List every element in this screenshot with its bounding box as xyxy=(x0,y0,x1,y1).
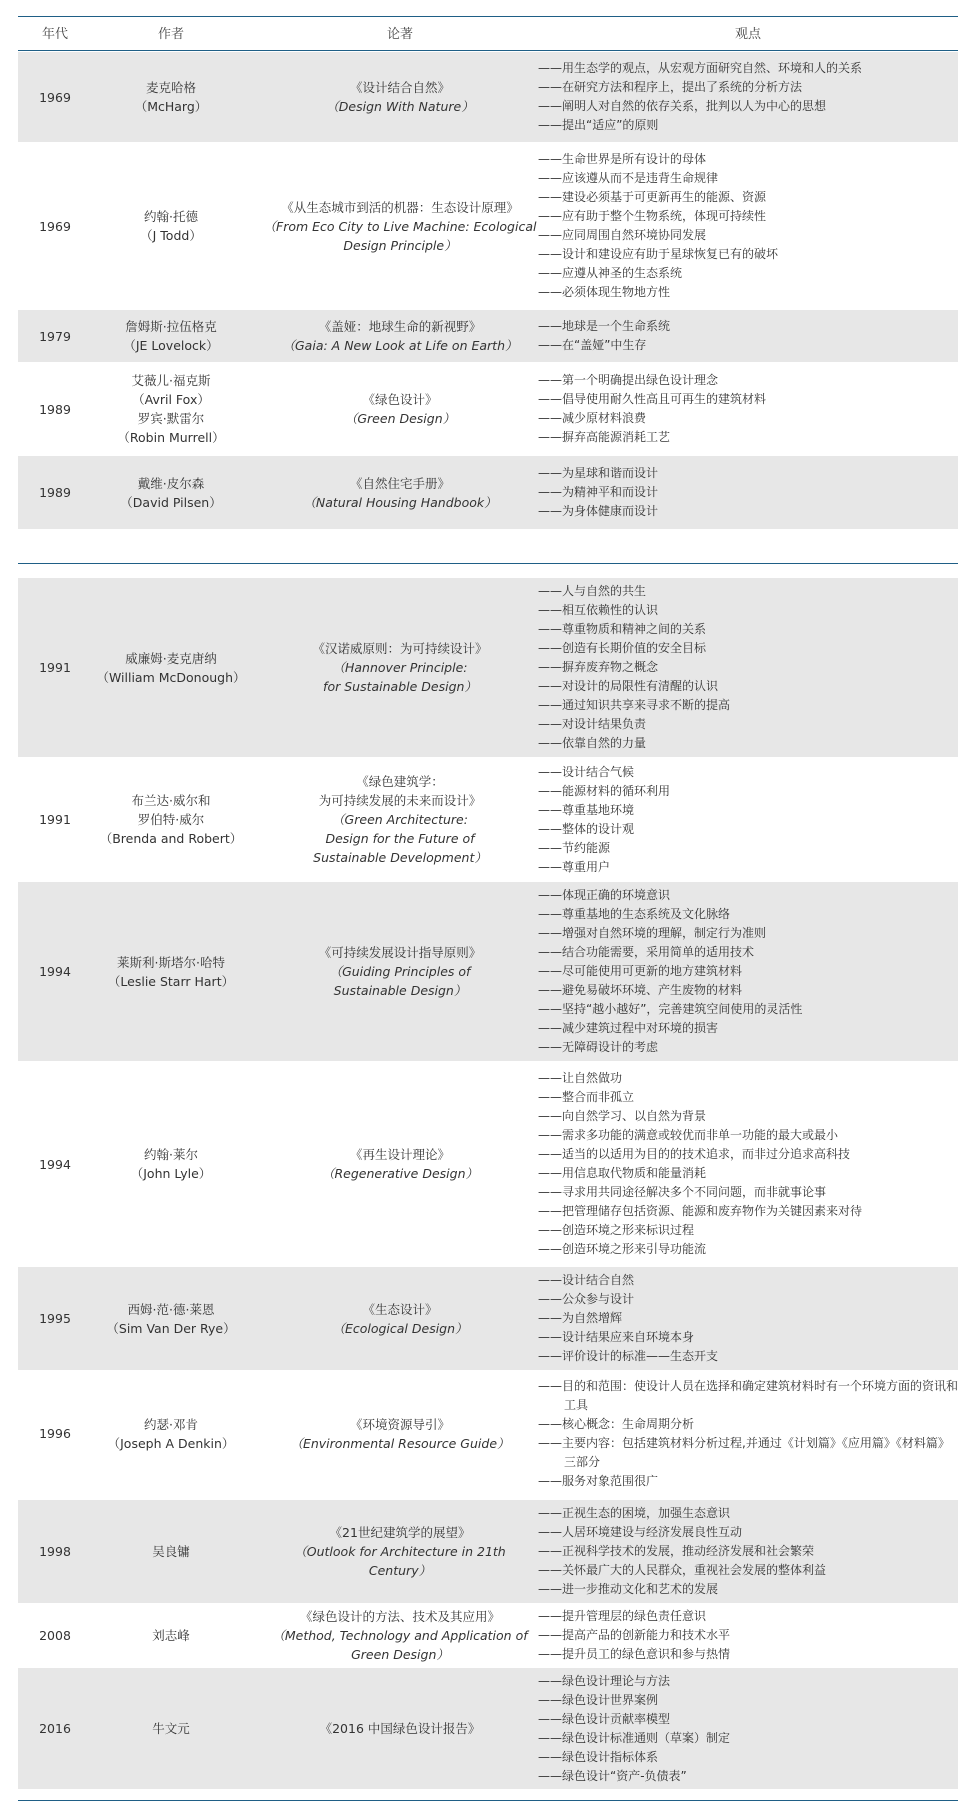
year-cell xyxy=(18,143,92,309)
view-item: ——主要内容：包括建筑材料分析过程,并通过《计划篇》《应用篇》《材料篇》三部分 xyxy=(538,1435,950,1469)
work-title-en: Sustainable Design） xyxy=(333,983,467,998)
view-item: ——设计结果应来自环境本身 xyxy=(538,1330,695,1344)
view-item: ——地球是一个生命系统 xyxy=(538,319,671,333)
author-cell xyxy=(92,1062,250,1266)
year-cell xyxy=(18,1062,92,1266)
view-cell xyxy=(538,456,958,529)
year-text: 1969 xyxy=(39,89,71,105)
work-cell xyxy=(250,310,550,362)
view-item: ——正视生态的困境，加强生态意识 xyxy=(538,1506,731,1520)
view-item: ——增强对自然环境的理解，制定行为准则 xyxy=(538,926,767,940)
view-item: ——应同周围自然环境协同发展 xyxy=(538,228,707,242)
work-title-cn: 《绿色设计的方法、技术及其应用》 xyxy=(299,1609,500,1624)
view-item: ——创造环境之形来标识过程 xyxy=(538,1223,695,1237)
view-item: ——绿色设计理论与方法 xyxy=(538,1673,671,1688)
year-text: 2016 xyxy=(39,1721,71,1736)
year-cell xyxy=(18,1668,92,1789)
year-cell xyxy=(18,310,92,362)
view-item: ——摒弃高能源消耗工艺 xyxy=(538,430,671,444)
year-text: 1989 xyxy=(39,401,71,417)
table-section-2 xyxy=(18,578,958,1497)
view-item: ——对设计结果负责 xyxy=(538,717,647,731)
work-title-en: （Regenerative Design） xyxy=(321,1166,478,1181)
view-cell xyxy=(538,1500,958,1603)
year-cell xyxy=(18,52,92,142)
view-item: ——人与自然的共生 xyxy=(538,584,647,598)
author-cell xyxy=(92,1500,250,1603)
work-title-en: （Gaia: A New Look at Life on Earth） xyxy=(282,338,518,353)
author-line: 罗伯特·威尔 xyxy=(137,812,205,827)
work-cell xyxy=(250,578,550,757)
view-item: ——建设必须基于可更新再生的能源、资源 xyxy=(538,190,767,204)
table-row xyxy=(18,1267,958,1371)
view-item: ——结合功能需要，采用简单的适用技术 xyxy=(538,945,755,959)
work-title-en: （Ecological Design） xyxy=(332,1320,468,1336)
author-line: 莱斯利·斯塔尔·哈特 xyxy=(117,954,225,970)
author-line: （McHarg） xyxy=(134,99,208,114)
author-cell xyxy=(92,363,250,455)
view-item: ——无障碍设计的考虑 xyxy=(538,1040,659,1054)
work-title-cn: 《汉诺威原则：为可持续设计》 xyxy=(312,641,488,656)
author-line: 罗宾·默雷尔 xyxy=(137,411,205,426)
view-item: ——在研究方法和程序上，提出了系统的分析方法 xyxy=(538,80,803,94)
work-cell xyxy=(250,1267,550,1370)
view-item: ——把管理储存包括资源、能源和废弃物作为关键因素来对待 xyxy=(538,1204,863,1218)
table-row xyxy=(18,1604,958,1668)
view-item: ——服务对象范围很广 xyxy=(538,1473,659,1488)
view-item: ——阐明人对自然的依存关系，批判以人为中心的思想 xyxy=(538,99,827,113)
view-item: ——关怀最广大的人民群众，重视社会发展的整体利益 xyxy=(538,1563,827,1577)
view-item: ——评价设计的标准——生态开支 xyxy=(538,1349,719,1363)
work-title-en: （Hannover Principle: xyxy=(332,660,468,675)
author-line: 麦克哈格 xyxy=(145,80,196,95)
table-row xyxy=(18,1668,958,1790)
year-text: 1994 xyxy=(39,1156,71,1172)
work-title-cn: 《盖娅：地球生命的新视野》 xyxy=(318,319,482,334)
view-item: ——第一个明确提出绿色设计理念 xyxy=(538,373,719,387)
view-item: ——为自然增辉 xyxy=(538,1311,623,1325)
author-line: 吴良镛 xyxy=(152,1544,190,1559)
year-cell xyxy=(18,1267,92,1370)
view-item: ——相互依赖性的认识 xyxy=(538,603,659,617)
view-item: ——核心概念：生命周期分析 xyxy=(538,1416,695,1431)
year-text: 1989 xyxy=(39,485,71,500)
year-cell xyxy=(18,1371,92,1496)
work-title-en: Green Design） xyxy=(351,1647,449,1662)
work-title-en: （Method, Technology and Application of xyxy=(272,1628,528,1643)
work-title-cn: 《2016 中国绿色设计报告》 xyxy=(319,1721,481,1736)
view-item: ——整合而非孤立 xyxy=(538,1090,635,1104)
author-cell xyxy=(92,758,250,881)
author-cell xyxy=(92,882,250,1061)
view-cell xyxy=(538,363,958,455)
table-row xyxy=(18,882,958,1062)
view-item: ——绿色设计贡献率模型 xyxy=(538,1711,671,1726)
work-title-cn: 《绿色建筑学： xyxy=(356,774,444,789)
author-line: 约翰·托德 xyxy=(144,209,198,224)
table-header xyxy=(18,20,958,50)
view-item: ——创造有长期价值的安全目标 xyxy=(538,641,707,655)
author-line: （Avril Fox） xyxy=(132,392,210,407)
author-line: 刘志峰 xyxy=(152,1628,190,1643)
work-cell xyxy=(250,52,550,142)
year-text: 1994 xyxy=(39,964,71,979)
year-text: 1996 xyxy=(39,1426,71,1441)
work-title-en: （Green Architecture: xyxy=(332,812,468,827)
view-item: ——尊重基地环境 xyxy=(538,802,635,817)
author-line: （David Pilsen） xyxy=(120,494,222,510)
author-cell xyxy=(92,1604,250,1667)
work-cell xyxy=(250,1371,550,1496)
view-item: ——减少建筑过程中对环境的损害 xyxy=(538,1021,719,1035)
author-line: （J Todd） xyxy=(140,228,202,243)
view-item: ——在“盖娅”中生存 xyxy=(538,338,647,352)
view-item: ——目的和范围：使设计人员在选择和确定建筑材料时有一个环境方面的资讯和工具 xyxy=(538,1378,959,1412)
header-view: 观点 xyxy=(734,27,761,42)
view-item: ——尊重用户 xyxy=(538,859,611,874)
work-cell xyxy=(250,882,550,1061)
work-title-cn: 《环境资源导引》 xyxy=(349,1416,450,1432)
author-cell xyxy=(92,143,250,309)
view-cell xyxy=(538,1267,958,1370)
work-title-cn: 《设计结合自然》 xyxy=(349,80,450,95)
view-item: ——绿色设计指标体系 xyxy=(538,1749,659,1764)
view-item: ——寻求用共同途径解决多个不同问题，而非就事论事 xyxy=(538,1185,827,1199)
table-row xyxy=(18,310,958,363)
view-item: ——依靠自然的力量 xyxy=(538,736,647,750)
view-item: ——为精神平和而设计 xyxy=(538,485,659,499)
work-title-en: （Natural Housing Handbook） xyxy=(303,494,497,510)
year-text: 1991 xyxy=(39,660,71,675)
author-cell xyxy=(92,1371,250,1496)
view-item: ——能源材料的循环利用 xyxy=(538,783,671,798)
work-title-en: Sustainable Development） xyxy=(313,850,487,865)
author-line: （William McDonough） xyxy=(96,669,246,685)
year-text: 1969 xyxy=(39,218,71,234)
work-title-cn: 《绿色设计》 xyxy=(362,392,438,407)
view-item: ——避免易破坏环境、产生废物的材料 xyxy=(538,983,743,997)
table-row xyxy=(18,363,958,456)
year-text: 2008 xyxy=(39,1628,71,1643)
view-item: ——必须体现生物地方性 xyxy=(538,285,671,299)
table-row xyxy=(18,52,958,143)
header-author: 作者 xyxy=(157,27,184,42)
view-item: ——提出“适应”的原则 xyxy=(538,118,659,132)
work-title-cn: 《生态设计》 xyxy=(362,1301,438,1317)
view-item: ——应有助于整个生物系统，体现可持续性 xyxy=(538,209,767,223)
table-row xyxy=(18,1371,958,1497)
view-item: ——公众参与设计 xyxy=(538,1292,635,1306)
header-rule xyxy=(18,50,958,51)
work-cell xyxy=(250,1604,550,1667)
work-title-cn: 为可持续发展的未来而设计》 xyxy=(318,793,482,808)
view-item: ——向自然学习、以自然为背景 xyxy=(538,1109,707,1123)
year-cell xyxy=(18,578,92,757)
year-cell xyxy=(18,1604,92,1667)
view-item: ——为身体健康而设计 xyxy=(538,504,659,518)
table-row xyxy=(18,1062,958,1267)
work-title-en: （Outlook for Architecture in 21th xyxy=(294,1544,506,1559)
author-line: 詹姆斯·拉伍格克 xyxy=(125,319,217,334)
author-line: （Joseph A Denkin） xyxy=(107,1435,235,1451)
author-line: 约瑟·邓肯 xyxy=(144,1416,198,1432)
view-item: ——对设计的局限性有清醒的认识 xyxy=(538,679,719,693)
view-cell xyxy=(538,143,958,309)
view-cell xyxy=(538,310,958,362)
author-cell xyxy=(92,52,250,142)
view-item: ——尊重基地的生态系统及文化脉络 xyxy=(538,907,731,921)
year-cell xyxy=(18,456,92,529)
author-cell xyxy=(92,1267,250,1370)
view-item: ——通过知识共享来寻求不断的提高 xyxy=(538,698,731,712)
view-item: ——应该遵从而不是违背生命规律 xyxy=(538,171,719,185)
author-line: （Leslie Starr Hart） xyxy=(107,973,235,989)
work-title-en: Design Principle） xyxy=(343,237,457,253)
view-cell xyxy=(538,758,958,881)
work-title-en: Design for the Future of xyxy=(325,831,475,846)
year-text: 1995 xyxy=(39,1311,71,1326)
author-line: 艾薇儿·福克斯 xyxy=(131,373,211,388)
top-rule xyxy=(18,16,958,17)
view-item: ——生命世界是所有设计的母体 xyxy=(538,152,707,166)
table-section-3 xyxy=(18,1500,958,1790)
year-text: 1998 xyxy=(39,1544,71,1559)
view-item: ——节约能源 xyxy=(538,840,611,855)
work-cell xyxy=(250,758,550,881)
header-work: 论著 xyxy=(386,27,413,42)
view-item: ——设计结合自然 xyxy=(538,1273,635,1287)
year-cell xyxy=(18,758,92,881)
author-line: 布兰达·威尔和 xyxy=(131,793,211,808)
work-title-en: for Sustainable Design） xyxy=(323,679,477,694)
author-line: （John Lyle） xyxy=(130,1166,212,1181)
view-item: ——坚持“越小越好”，完善建筑空间使用的灵活性 xyxy=(538,1002,803,1016)
view-item: ——绿色设计世界案例 xyxy=(538,1692,659,1707)
work-title-cn: 《可持续发展设计指导原则》 xyxy=(318,945,482,960)
author-cell xyxy=(92,310,250,362)
work-cell xyxy=(250,1062,550,1266)
year-text: 1991 xyxy=(39,812,71,827)
view-item: ——摒弃废弃物之概念 xyxy=(538,660,659,674)
work-cell xyxy=(250,456,550,529)
view-item: ——进一步推动文化和艺术的发展 xyxy=(538,1582,719,1596)
section-rule-1 xyxy=(18,563,958,564)
view-item: ——用生态学的观点，从宏观方面研究自然、环境和人的关系 xyxy=(538,61,863,75)
view-cell xyxy=(538,52,958,142)
view-cell xyxy=(538,1062,958,1266)
work-title-en: （Environmental Resource Guide） xyxy=(290,1435,510,1451)
year-cell xyxy=(18,882,92,1061)
table-row xyxy=(18,758,958,882)
view-item: ——适当的以适用为目的的技术追求，而非过分追求高科技 xyxy=(538,1147,851,1161)
table-row xyxy=(18,1500,958,1604)
author-cell xyxy=(92,456,250,529)
view-item: ——尽可能使用可更新的地方建筑材料 xyxy=(538,964,743,978)
work-title-en: （Design With Nature） xyxy=(326,99,474,114)
view-cell xyxy=(538,578,958,757)
work-title-en: Century） xyxy=(368,1563,432,1578)
view-item: ——尊重物质和精神之间的关系 xyxy=(538,622,707,636)
header-year: 年代 xyxy=(41,27,68,42)
view-item: ——体现正确的环境意识 xyxy=(538,888,671,902)
year-cell xyxy=(18,1500,92,1603)
view-item: ——创造环境之形来引导功能流 xyxy=(538,1242,707,1256)
view-item: ——整体的设计观 xyxy=(538,821,635,836)
view-item: ——提升员工的绿色意识和参与热情 xyxy=(538,1647,731,1661)
author-cell xyxy=(92,578,250,757)
work-title-cn: 《21世纪建筑学的展望》 xyxy=(329,1525,471,1540)
work-cell xyxy=(250,1668,550,1789)
view-item: ——绿色设计“资产-负债表” xyxy=(538,1768,687,1783)
author-line: 约翰·莱尔 xyxy=(144,1147,198,1162)
view-item: ——用信息取代物质和能量消耗 xyxy=(538,1166,707,1180)
work-title-cn: 《自然住宅手册》 xyxy=(349,475,450,491)
table-row xyxy=(18,456,958,530)
author-line: （JE Lovelock） xyxy=(123,338,219,353)
view-cell xyxy=(538,882,958,1061)
view-item: ——让自然做功 xyxy=(538,1071,623,1085)
author-line: 戴维·皮尔森 xyxy=(137,475,205,491)
view-item: ——需求多功能的满意或较优而非单一功能的最大或最小 xyxy=(538,1128,839,1142)
author-line: （Brenda and Robert） xyxy=(99,831,243,846)
view-item: ——减少原材料浪费 xyxy=(538,411,647,425)
author-line: （Robin Murrell） xyxy=(117,430,225,445)
view-item: ——提高产品的创新能力和技术水平 xyxy=(538,1628,731,1642)
work-title-cn: 《从生态城市到活的机器：生态设计原理》 xyxy=(281,199,519,215)
view-item: ——正视科学技术的发展，推动经济发展和社会繁荣 xyxy=(538,1544,815,1558)
work-cell xyxy=(250,1500,550,1603)
work-cell xyxy=(250,143,550,309)
author-line: （Sim Van Der Rye） xyxy=(106,1320,236,1336)
work-cell xyxy=(250,363,550,455)
author-line: 威廉姆·麦克唐纳 xyxy=(125,650,217,666)
year-text: 1979 xyxy=(39,328,71,344)
view-item: ——应遵从神圣的生态系统 xyxy=(538,266,683,280)
work-title-en: （From Eco City to Live Machine: Ecological xyxy=(263,218,537,234)
work-title-en: （Green Design） xyxy=(344,411,456,426)
view-item: ——人居环境建设与经济发展良性互动 xyxy=(538,1525,743,1539)
bottom-rule xyxy=(18,1800,958,1801)
table-section-1 xyxy=(18,52,958,530)
view-item: ——倡导使用耐久性高且可再生的建筑材料 xyxy=(538,392,767,406)
view-cell xyxy=(538,1668,958,1789)
view-cell xyxy=(538,1371,958,1496)
view-item: ——绿色设计标准通则（草案）制定 xyxy=(538,1730,731,1745)
table-row xyxy=(18,578,958,758)
author-line: 西姆·范·德·莱恩 xyxy=(127,1301,215,1317)
author-cell xyxy=(92,1668,250,1789)
work-title-cn: 《再生设计理论》 xyxy=(349,1147,450,1162)
work-title-en: （Guiding Principles of xyxy=(329,964,471,979)
author-line: 牛文元 xyxy=(152,1721,190,1736)
view-item: ——设计和建设应有助于星球恢复已有的破坏 xyxy=(538,247,779,261)
view-item: ——为星球和谐而设计 xyxy=(538,466,659,480)
year-cell xyxy=(18,363,92,455)
table-row xyxy=(18,143,958,310)
view-item: ——设计结合气候 xyxy=(538,764,635,779)
view-item: ——提升管理层的绿色责任意识 xyxy=(538,1609,707,1623)
view-cell xyxy=(538,1604,958,1667)
